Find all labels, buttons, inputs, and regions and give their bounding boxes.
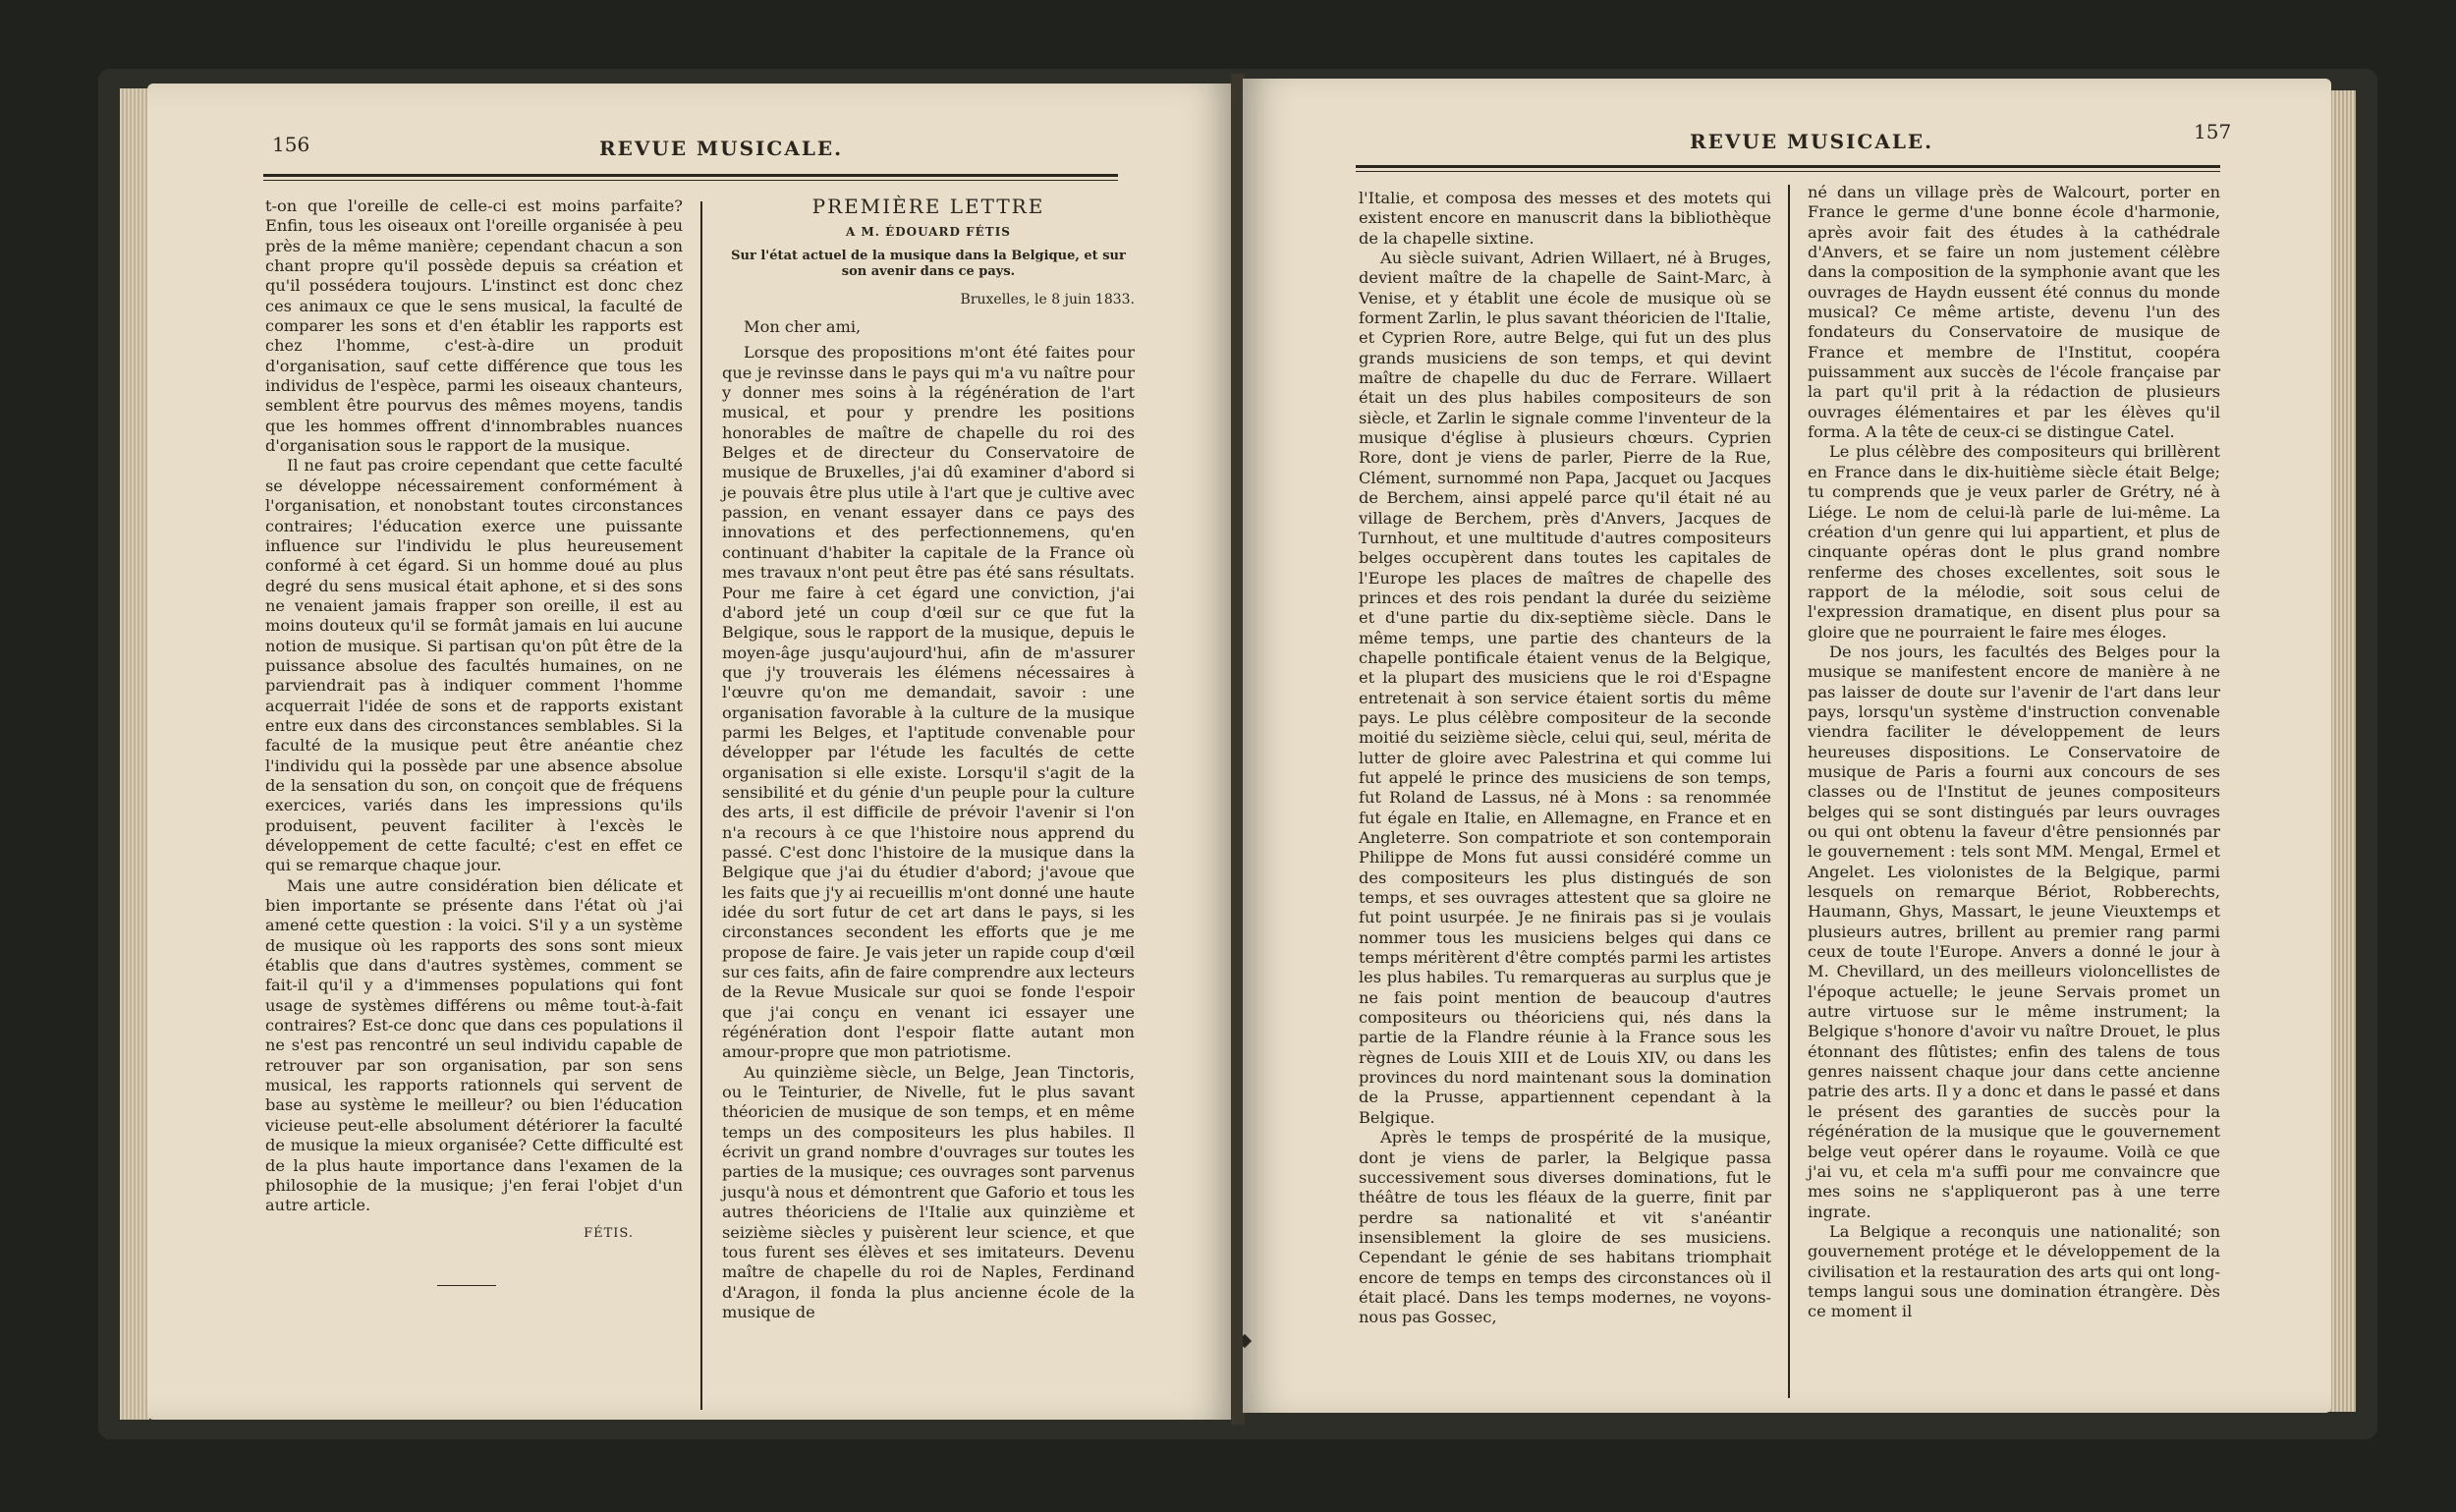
running-header: REVUE MUSICALE. — [599, 137, 844, 160]
right-page — [1243, 79, 2331, 1413]
right-column-1 — [1359, 189, 1771, 1328]
paragraph: Au siècle suivant, Adrien Willaert, né à Bruges, devient maître de la chapelle de Saint-Marc, à Venise, et y établit une école de musique où se forment Zarlin, le plus savant théoricien de l'Italie, et Cyprien Rore, autre Belge, qui fut un des plus grands musiciens de son temps, et qui devint maître de chapelle du duc de Ferrare. Willaert était un des plus habiles compositeurs de son siècle, et Zarlin le signale comme l'inventeur de la musique d'église à plusieurs chœurs. Cyprien Rore, dont je viens de parler, Pierre de la Rue, Clément, surnommé non Papa, Jacquet ou Jacques de Berchem, ainsi appelé parce qu'il était né au village de Berchem, près d'Anvers, Jacques de Turnhout, et une multitude d'autres compositeurs belges occupèrent dans toutes les capitales de l'Europe les places de maîtres de chapelle des princes et des rois pendant la durée du seizième et d'une partie du dix-septième siècle. Dans le même temps, une partie des chanteurs de la chapelle pontificale étaient venus de la Belgique, et la plupart des musiciens que le roi d'Espagne entretenait à son service étaient sortis du même pays. Le plus célèbre compositeur de la seconde moitié du seizième siècle, celui qui, seul, mérita de lutter de gloire avec Palestrina et qui comme lui fut appelé le prince des musiciens de son temps, fut Roland de Lassus, né à Mons : sa renommée fut égale en Italie, en Allemagne, en France et en Angleterre. Son compatriote et son contemporain Philippe de Mons fut aussi considéré comme un des compositeurs les plus distingués de son temps, et ses ouvrages attestent que sa gloire ne fut point usurpée. Je ne finirais pas si je voulais nommer tous les musiciens belges qui dans ce temps méritèrent d'être comptés parmi les artistes les plus habiles. Tu remarqueras au surplus que je ne fais point mention de beaucoup d'autres compositeurs ou théoriciens qui, nés dans la partie de la Flandre réunie à la France sous les règnes de Louis XIII et de Louis XIV, ou dans les provinces du nord maintenant sous la domination de la Prusse, appartiennent cependant à la Belgique. — [1359, 249, 1771, 1127]
paragraph: Il ne faut pas croire cependant que cette faculté se développe nécessairement conformément à l'organisation, et nonobstant toutes circonstances contraires; l'éducation exerce une puissante influence sur l'individu le plus heureusement conformé à cet égard. Si un homme doué au plus degré du sens musical était aphone, et si des sons ne venaient jamais frapper son oreille, il est au moins douteux qu'il se formât jamais en lui aucune notion de musique. Si partisan qu'on pût être de la puissance absolue des facultés humaines, on ne parviendrait pas à indiquer comment l'homme acquerrait l'idée de sons et de rapports existant entre eux dans des circonstances semblables. Si la faculté de la musique peut être anéantie chez l'individu qui la possède par une absence absolue de la sensation du son, on conçoit que de fréquens exercices, variés dans les impressions qu'ils produisent, peuvent faciliter à l'excès le développement de cette faculté; c'est en effet ce qui se remarque chaque jour. — [265, 456, 683, 875]
dateline: Bruxelles, le 8 juin 1833. — [960, 291, 1135, 308]
right-page-edges — [2328, 90, 2356, 1412]
header-rule-thin — [1356, 171, 2220, 172]
letter-title: PREMIÈRE LETTRE — [811, 195, 1045, 218]
left-column-1 — [265, 196, 683, 1286]
letter-address: A M. ÉDOUARD FÉTIS — [846, 225, 1011, 240]
paragraph: né dans un village près de Walcourt, porter en France le germe d'une bonne école d'harmonie, après avoir fait des études à la cathédrale d'Anvers, et se faire un nom justement célèbre dans la composition de la symphonie avant que les ouvrages de Haydn eussent été connus du monde musical? Ce même artiste, devenu l'un des fondateurs du Conservatoire de musique de France et membre de l'Institut, coopéra puissamment aux succès de l'école française par la part qu'il prit à la rédaction de plusieurs ouvrages élémentaires et par les élèves qu'il forma. A la tête de ceux-ci se distingue Catel. — [1808, 183, 2220, 442]
greeting: Mon cher ami, — [744, 317, 862, 337]
paragraph: Mais une autre considération bien délicate et bien importante se présente dans l'état où j'ai amené cette question : la voici. S'il y a un système de musique où les rapports des sons sont mieux établis que dans d'autres systèmes, comment se fait-il qu'il y a d'immenses populations qui font usage de systèmes différens ou même tout-à-fait contraires? Est-ce donc que dans ces populations il ne s'est pas rencontré un seul individu capable de retrouver par son organisation, par son sens musical, les rapports rationnels qui servent de base au système le meilleur? ou bien l'éducation vicieuse peut-elle absolument détériorer la faculté de musique la mieux organisée? Cette difficulté est de la plus haute importance dans l'examen de la philosophie de la musique; j'en ferai l'objet d'un autre article. — [265, 875, 683, 1215]
center-mark — [1243, 1334, 1252, 1348]
column-divider — [1788, 185, 1790, 1398]
end-rule — [437, 1285, 496, 1286]
paragraph: De nos jours, les facultés des Belges pour la musique se manifestent encore de manière à ne pas laisser de doute sur l'avenir de l'art dans leur pays, lorsqu'un système d'instruction convenable viendra faciliter le développement de leurs heureuses dispositions. Le Conservatoire de musique de Paris a fourni aux concours de ses classes ou de l'Institut de jeunes compositeurs belges qui se sont distingués par leurs ouvrages ou qui ont obtenu la faveur d'être pensionnés par le gouvernement : tels sont MM. Mengal, Ermel et Angelet. Les violonistes de la Belgique, parmi lesquels on remarque Bériot, Robberechts, Haumann, Ghys, Massart, le jeune Vieuxtemps et plusieurs autres, brillent au premier rang parmi ceux de toute l'Europe. Anvers a donné le jour à M. Chevillard, un des meilleurs violoncellistes de l'époque actuelle; le jeune Servais promet un autre virtuose sur le même instrument; la Belgique s'honore d'avoir vu naître Drouet, le plus étonnant des flûtistes; enfin des talens de tous genres naissent chaque jour dans cette ancienne patrie des arts. Il y a donc et dans le passé et dans le présent des garanties de succès pour la régénération de la musique que le gouvernement belge veut opérer dans le royaume. Voilà ce que j'ai vu, et cela m'a suffi pour me convaincre que mes soins ne s'appliqueront pas à une terre ingrate. — [1808, 642, 2220, 1221]
paragraph: Le plus célèbre des compositeurs qui brillèrent en France dans le dix-huitième siècle était Belge; tu comprends que je veux parler de Grétry, né à Liége. Le nom de celui-là parle de lui-même. La création d'un genre qui lui appartient, et plus de cinquante opéras dont le plus grand nombre renferme des choses excellentes, soit sous le rapport de la mélodie, soit sous celui de l'expression dramatique, en disent plus pour sa gloire que ne pourraient le faire mes éloges. — [1808, 442, 2220, 642]
column-divider — [700, 201, 702, 1410]
header-rule — [1356, 165, 2220, 168]
left-column-2 — [722, 196, 1135, 1322]
header-rule — [263, 174, 1118, 177]
letter-subtitle: Sur l'état actuel de la musique dans la Belgique, et sur son avenir dans ce pays. — [731, 248, 1126, 279]
running-header: REVUE MUSICALE. — [1690, 130, 1934, 153]
page-number: 156 — [272, 133, 310, 156]
left-page-edges — [120, 88, 149, 1420]
page-number: 157 — [2194, 120, 2232, 143]
paragraph: Lorsque des propositions m'ont été faites pour que je revinsse dans le pays qui m'a vu naître pour y donner mes soins à la régénération de l'art musical, et pour y prendre les positions honorables de maître de chapelle du roi des Belges et de directeur du Conservatoire de musique de Bruxelles, j'ai dû examiner d'abord si je pouvais être plus utile à l'art que je cultive avec passion, en venant essayer dans ce pays des innovations et des perfectionnemens, qu'en continuant d'habiter la capitale de la France où mes travaux n'ont peut être pas été sans résultats. Pour me faire à cet égard une conviction, j'ai d'abord jeté un coup d'œil sur ce que fut la Belgique, sous le rapport de la musique, depuis le moyen-âge jusqu'aujourd'hui, afin de m'assurer que j'y trouverais les élémens nécessaires à l'œuvre qu'on me demandait, savoir : une organisation favorable à la culture de la musique parmi les Belges, et l'aptitude convenable pour développer par l'étude les facultés de cette organisation si elle existe. Lorsqu'il s'agit de la sensibilité et du génie d'un peuple pour la culture des arts, il est difficile de prévoir l'avenir si l'on n'a recours à ce que l'histoire nous apprend du passé. C'est donc l'histoire de la musique dans la Belgique que j'ai du étudier d'abord; j'avoue que les faits que j'y ai recueillis m'ont donné une haute idée du sort futur de cet art dans le pays, si les circonstances secondent les efforts que je me propose de faire. Je vais jeter un rapide coup d'œil sur ces faits, afin de faire comprendre aux lecteurs de la Revue Musicale sur quoi se fonde l'espoir que j'ai conçu en venant ici essayer une régénération dont l'espoir flatte autant mon amour-propre que mon patriotisme. — [722, 343, 1135, 1062]
header-rule-thin — [263, 180, 1118, 181]
paragraph: l'Italie, et composa des messes et des motets qui existent encore en manuscrit dans la bibliothèque de la chapelle sixtine. — [1359, 189, 1771, 248]
right-column-2 — [1808, 183, 2220, 1322]
paragraph: Au quinzième siècle, un Belge, Jean Tinctoris, ou le Teinturier, de Nivelle, fut le plus savant théoricien de musique de son temps, et en même temps un des compositeurs les plus habiles. Il écrivit un grand nombre d'ouvrages sur toutes les parties de la musique; ces ouvrages sont parvenus jusqu'à nous et démontrent que Gaforio et tous les autres théoriciens de l'Italie aux quinzième et seizième siècles y puisèrent leur science, et que tous furent ses élèves et ses imitateurs. Devenu maître de chapelle du roi de Naples, Ferdinand d'Aragon, il fonda la plus ancienne école de la musique de — [722, 1062, 1135, 1321]
paragraph: La Belgique a reconquis une nationalité; son gouvernement protége et le développement de la civilisation et la restauration des arts qui ont long-temps langui sous une domination étrangère. Dès ce moment il — [1808, 1221, 2220, 1321]
paragraph: Après le temps de prospérité de la musique, dont je viens de parler, la Belgique passa successivement sous diverses dominations, fut le théâtre de tous les fléaux de la guerre, finit par perdre sa nationalité et vit s'anéantir insensiblement la gloire de ses musiciens. Cependant le génie de ses habitans triomphait encore de temps en temps des circonstances où il était placé. Dans les temps modernes, ne voyons-nous pas Gossec, — [1359, 1128, 1771, 1327]
left-page — [147, 84, 1233, 1420]
paragraph: t-on que l'oreille de celle-ci est moins parfaite? Enfin, tous les oiseaux ont l'oreille organisée à peu près de la même manière; cependant chacun a son chant propre qu'il possède depuis sa création et qu'il possédera toujours. L'instinct est donc chez ces animaux ce que le sens musical, la faculté de comparer les sons et d'en établir les rapports est chez l'homme, c'est-à-dire un produit d'organisation, sauf cette différence que tous les individus de l'espèce, parmi les oiseaux chanteurs, semblent être pourvus des mêmes moyens, tandis que les hommes offrent d'innombrables nuances d'organisation sous le rapport de la musique. — [265, 196, 683, 456]
signature: FÉTIS. — [584, 1225, 634, 1241]
